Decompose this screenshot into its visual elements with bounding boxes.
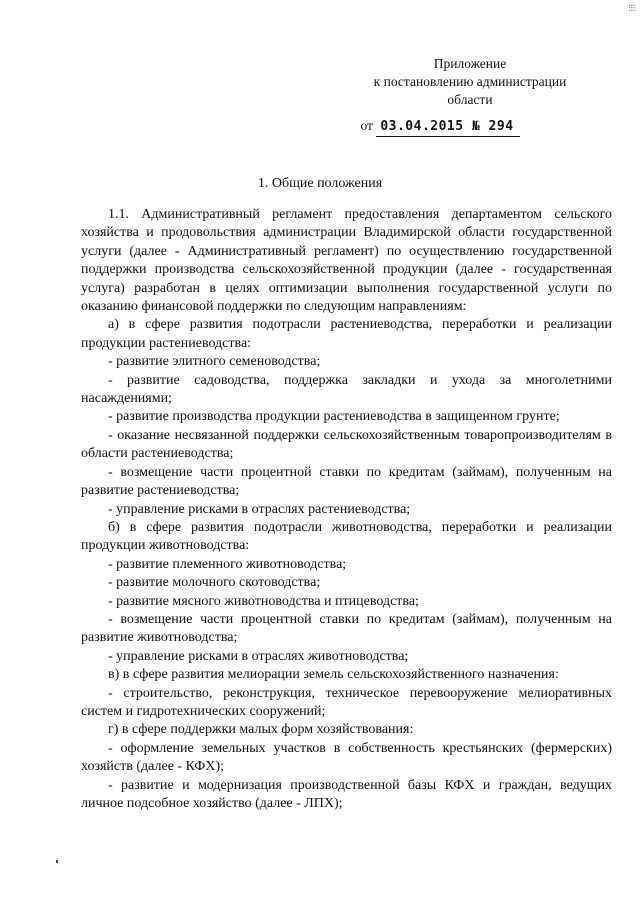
list-item: - развитие садоводства, поддержка закладки и ухода за многолетними насаждениями; (81, 372, 612, 407)
list-item: - возмещение части процентной ставки по кредитам (займам), полученным на развитие животноводства; (81, 611, 612, 646)
appendix-region: области (447, 92, 493, 107)
paragraph: 1.1. Административный регламент предоставления департаментом сельского хозяйства и продовольствия администрации Владимирской области государственной услуги (далее - Административный регламент) по осуществлению государственной поддержки производства сельскохозяйственной продукции (далее - государственная услуга) разработан в целях оптимизации выполнения государственной услуги по оказанию финансовой поддержки по следующим направлениям: (81, 207, 612, 315)
paragraph: г) в сфере поддержки малых форм хозяйствования: (108, 722, 414, 738)
appendix-header (330, 55, 610, 134)
body-text (81, 206, 612, 813)
paragraph: в) в сфере развития мелиорации земель сельскохозяйственного назначения: (108, 667, 559, 683)
appendix-title: Приложение (433, 56, 507, 71)
list-item: - развитие мясного животноводства и птицеводства; (108, 593, 419, 609)
list-item: - развитие и модернизация производственной базы КФХ и граждан, ведущих личное подсобное хозяйство (далее - ЛПХ); (81, 777, 612, 811)
date-stamp: 03.04.2015 № 294 (376, 118, 519, 137)
appendix-date-line (300, 117, 580, 137)
list-item: - возмещение части процентной ставки по кредитам (займам), полученным на развитие растениеводства; (81, 464, 612, 499)
list-item: - развитие молочного скотоводства; (108, 575, 321, 591)
list-item: - оказание несвязанной поддержки сельскохозяйственным товаропроизводителям в области растениеводства; (81, 427, 612, 462)
list-item: - развитие племенного животноводства; (108, 556, 347, 572)
section-title: 1. Общие положения (257, 176, 383, 191)
list-item: - развитие производства продукции растениеводства в защищенном грунте; (108, 409, 560, 425)
scan-corner-mark: ⁞⁞⁞ (627, 4, 637, 12)
date-prefix: от (360, 118, 373, 133)
list-item: - управление рисками в отраслях животноводства; (108, 648, 409, 664)
list-item: - управление рисками в отраслях растениеводства; (108, 501, 411, 517)
appendix-subtitle: к постановлению администрации (373, 74, 567, 89)
scan-artifact (56, 860, 58, 863)
list-item: - строительство, реконструкция, техническое перевооружение мелиоративных систем и гидротехнических сооружений; (81, 685, 612, 719)
list-item: - развитие элитного семеноводства; (108, 354, 321, 370)
paragraph: б) в сфере развития подотрасли животноводства, переработки и реализации продукции животноводства: (81, 519, 612, 554)
paragraph: а) в сфере развития подотрасли растениеводства, переработки и реализации продукции растениеводства: (81, 317, 612, 351)
list-item: - оформление земельных участков в собственность крестьянских (фермерских) хозяйств (далее - КФХ); (81, 740, 612, 775)
